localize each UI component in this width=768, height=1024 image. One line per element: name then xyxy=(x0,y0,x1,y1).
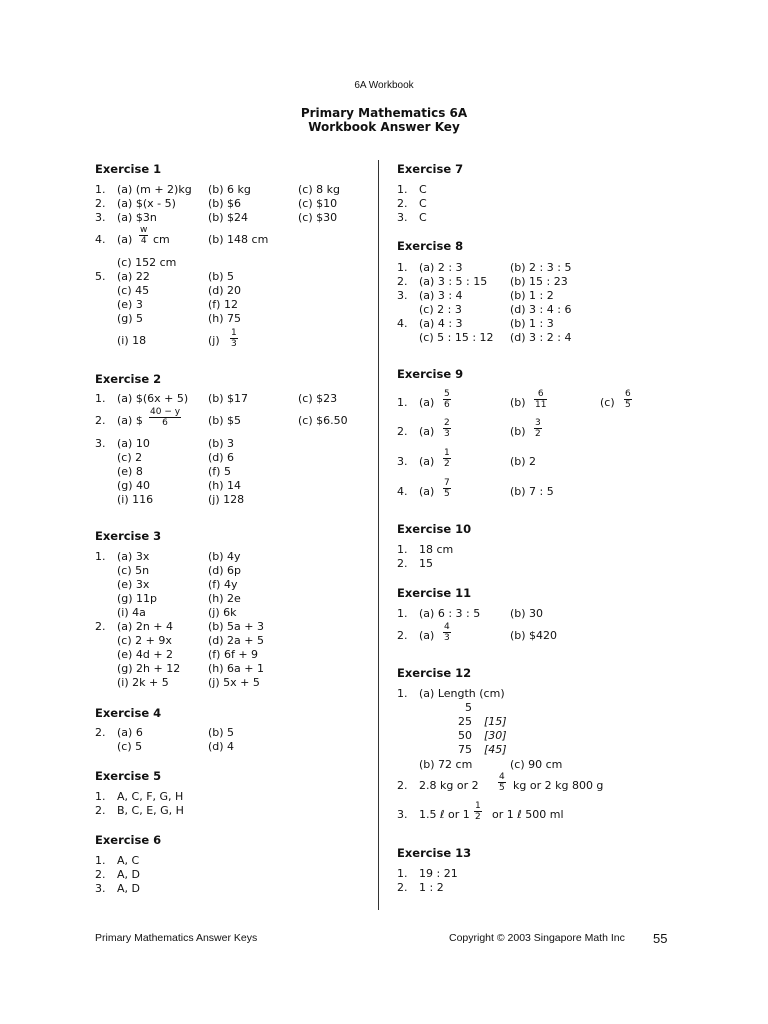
workbook-label: 6A Workbook xyxy=(354,80,414,91)
fraction: $\frac{w}{4}$ xyxy=(140,225,148,246)
exercise-title: Exercise 1 xyxy=(95,162,162,176)
exercise-title: Exercise 6 xyxy=(95,833,162,847)
fraction: $\frac{3}{2}$ xyxy=(535,418,541,439)
page-number: 55 xyxy=(653,931,668,946)
exercise-title: Exercise 12 xyxy=(397,666,472,680)
exercise-title: Exercise 10 xyxy=(397,522,472,536)
fraction: $\frac{1}{2}$ xyxy=(475,801,481,822)
exercise-title: Exercise 3 xyxy=(95,529,162,543)
fraction: $\frac{7}{5}$ xyxy=(444,478,450,499)
fraction: $\frac{1}{2}$ xyxy=(444,448,450,469)
fraction: $\frac{6}{11}$ xyxy=(535,389,547,410)
fraction: $\frac{4}{5}$ xyxy=(499,772,505,793)
exercise-title: Exercise 8 xyxy=(397,239,464,253)
exercise-title: Exercise 5 xyxy=(95,769,162,783)
fraction: $\frac{1}{3}$ xyxy=(231,328,237,349)
page-title: Primary Mathematics 6A xyxy=(300,106,468,120)
page-subtitle: Workbook Answer Key xyxy=(308,120,460,134)
exercise-title: Exercise 2 xyxy=(95,372,162,386)
exercise-title: Exercise 7 xyxy=(397,162,464,176)
fraction: $\frac{2}{3}$ xyxy=(444,418,450,439)
fraction: $\frac{40 - y}{6}$ xyxy=(150,407,181,428)
fraction: $\frac{5}{6}$ xyxy=(444,389,450,410)
fraction: $\frac{6}{5}$ xyxy=(625,389,631,410)
fraction: $\frac{4}{3}$ xyxy=(444,622,450,643)
column-divider xyxy=(378,160,379,910)
exercise-title: Exercise 9 xyxy=(397,367,464,381)
exercise-title: Exercise 11 xyxy=(397,586,472,600)
footer-title: Primary Mathematics Answer Keys xyxy=(95,932,258,944)
footer-copyright: Copyright © 2003 Singapore Math Inc xyxy=(449,932,625,944)
exercise-title: Exercise 4 xyxy=(95,706,162,720)
exercise-title: Exercise 13 xyxy=(397,846,472,860)
